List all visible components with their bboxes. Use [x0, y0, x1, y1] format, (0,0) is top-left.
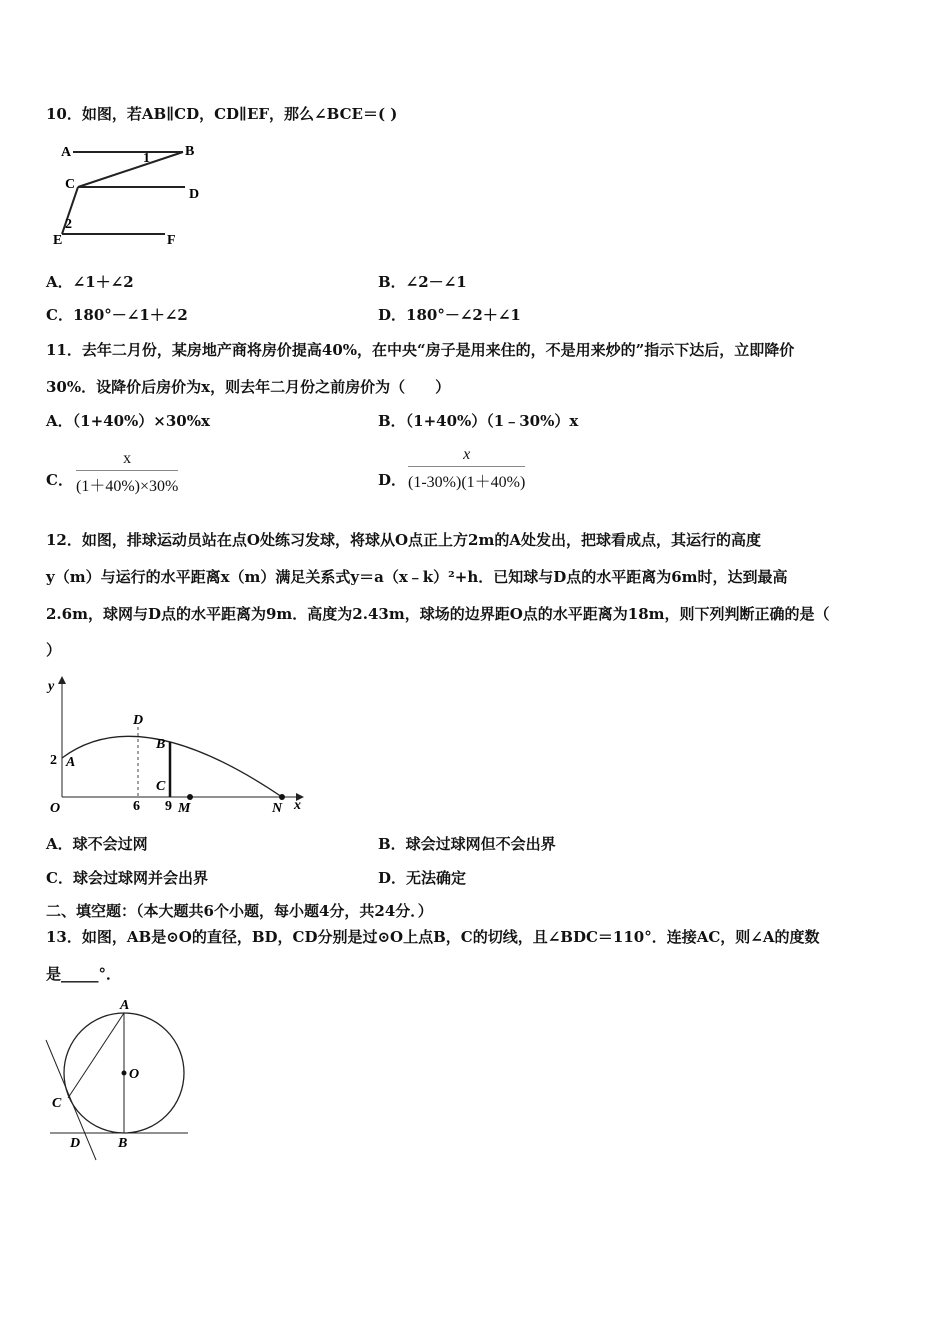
tick-2: 2: [50, 753, 57, 768]
q11-option-d-label[interactable]: D．: [378, 471, 407, 489]
q11-option-c-label[interactable]: C．: [46, 471, 73, 489]
label-C: C: [65, 177, 76, 192]
q11-option-d-fraction: [408, 446, 525, 492]
denominator: (1-30%)(1＋40%): [408, 466, 525, 492]
label-N: N: [272, 801, 283, 816]
q13-line1: 13．如图，AB是⊙O的直径，BD，CD分别是过⊙O上点B，C的切线，且∠BDC＝110°．连接AC，则∠A的度数: [46, 928, 820, 946]
label-O: O: [129, 1067, 140, 1082]
q13-figure: [40, 995, 200, 1165]
q13-line2: 是_____°．: [46, 965, 122, 983]
axis-y-label: y: [48, 679, 55, 694]
denominator: (1＋40%)×30%: [76, 470, 178, 496]
q10-option-c[interactable]: C．180°－∠1＋∠2: [46, 306, 188, 324]
tick-9: 9: [165, 799, 172, 814]
label-M: M: [178, 801, 191, 816]
q11-option-c-fraction: [76, 450, 178, 496]
q12-option-d[interactable]: D．无法确定: [378, 869, 467, 887]
angle-1: 1: [143, 151, 150, 166]
label-A: A: [66, 755, 76, 770]
q11-line1: 11．去年二月份，某房地产商将房价提高40%，在中央“房子是用来住的，不是用来炒的”指示下达后，立即降价: [46, 341, 795, 359]
q12-line1: 12．如图，排球运动员站在点O处练习发球，将球从O点正上方2m的A处发出，把球看成点，其运行的高度: [46, 531, 761, 549]
q11-option-a[interactable]: A．（1+40%）×30%x: [46, 412, 210, 430]
label-B: B: [185, 144, 195, 159]
label-B: B: [156, 737, 166, 752]
label-D: D: [189, 187, 200, 202]
q12-option-c[interactable]: C．球会过球网并会出界: [46, 869, 208, 887]
label-F: F: [167, 233, 176, 248]
q12-line4: ）: [46, 641, 62, 659]
q11-option-b[interactable]: B．（1+40%）（1﹣30%）x: [378, 412, 579, 430]
q12-line3: 2.6m，球网与D点的水平距离为9m．高度为2.43m，球场的边界距O点的水平距离为18m，则下列判断正确的是（: [46, 605, 830, 623]
q10-option-d[interactable]: D．180°－∠2＋∠1: [378, 306, 521, 324]
q11-line2: 30%．设降价后房价为x，则去年二月份之前房价为（ ）: [46, 378, 451, 396]
q10-option-a[interactable]: A．∠1＋∠2: [46, 273, 134, 291]
label-E: E: [53, 233, 63, 248]
label-O: O: [50, 801, 61, 816]
label-A: A: [120, 998, 130, 1013]
angle-2: 2: [65, 217, 72, 232]
q10-figure: [55, 140, 215, 250]
numerator: x: [463, 446, 471, 463]
q12-line2: y（m）与运行的水平距离x（m）满足关系式y＝a（x﹣k）²+h．已知球与D点的水平距离为6m时，达到最高: [46, 568, 788, 586]
label-A: A: [61, 145, 72, 160]
q10-option-b[interactable]: B．∠2－∠1: [378, 273, 467, 291]
label-C: C: [156, 779, 166, 794]
label-D: D: [133, 713, 144, 728]
label-D: D: [70, 1136, 81, 1151]
label-C: C: [52, 1096, 62, 1111]
axis-x-label: x: [294, 798, 301, 813]
q12-option-a[interactable]: A．球不会过网: [46, 835, 148, 853]
q10-stem: 10．如图，若AB∥CD，CD∥EF，那么∠BCE＝( ): [46, 105, 398, 123]
section-2-heading: 二、填空题：（本大题共6个小题，每小题4分，共24分．）: [46, 902, 433, 920]
q12-figure: [42, 672, 312, 817]
tick-6: 6: [133, 799, 140, 814]
numerator: x: [123, 450, 132, 467]
q12-option-b[interactable]: B．球会过球网但不会出界: [378, 835, 556, 853]
label-B: B: [118, 1136, 128, 1151]
